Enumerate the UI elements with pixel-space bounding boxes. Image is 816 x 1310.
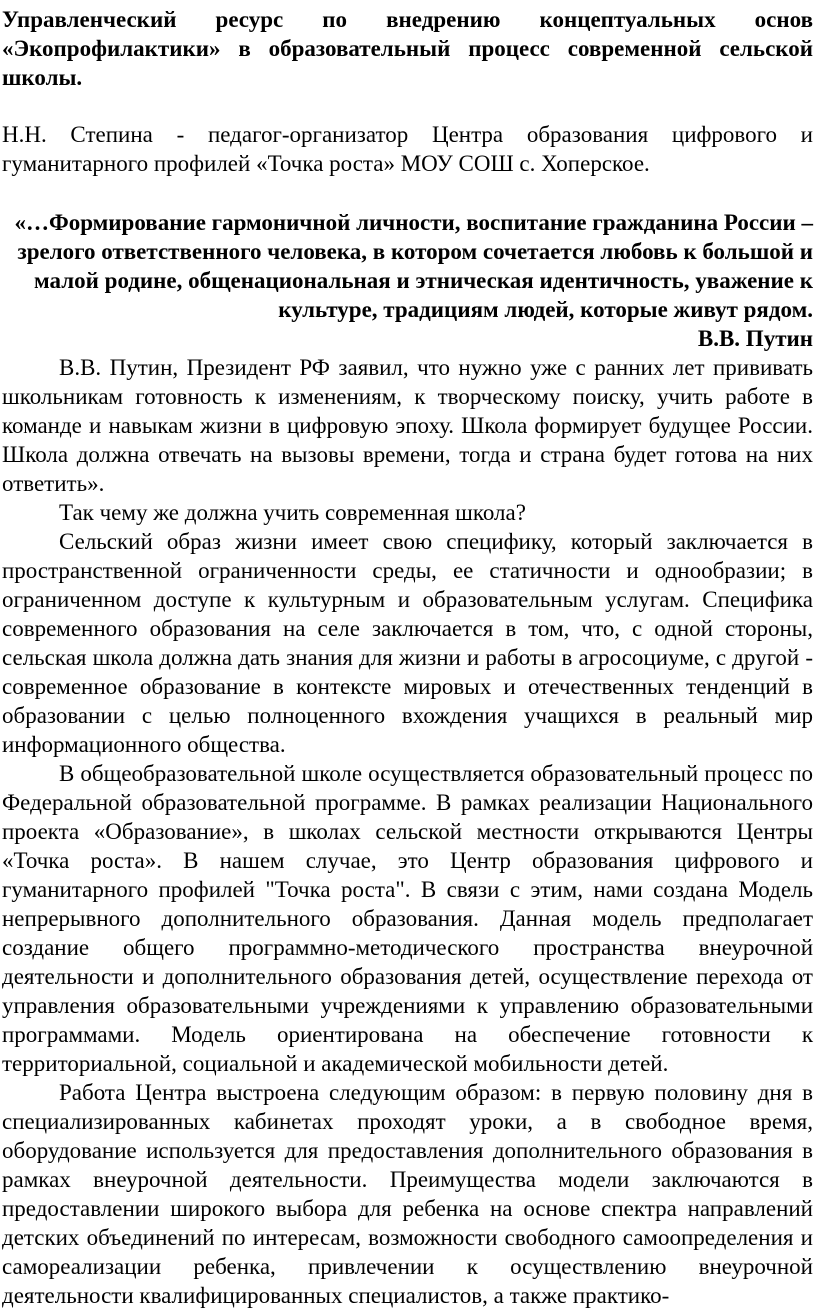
body-paragraph: В.В. Путин, Президент РФ заявил, что нужно уже с ранних лет прививать школьникам готовность к изменениям, к творческому поиску, учить работе в команде и навыкам жизни в цифровую эпоху. Школа формирует будущее России. Школа должна отвечать на вызовы времени, тогда и страна будет готова на них ответить». xyxy=(2,355,813,496)
body-paragraph: Так чему же должна учить современная школа? xyxy=(59,500,526,525)
body-paragraph: Сельский образ жизни имеет свою специфику, который заключается в пространственной ограниченности среды, ее статичности и однообразии; в ограниченном доступе к культурным и образовательным услугам. Специфика современного образования на селе заключается в том, что, с одной стороны, сельская школа должна дать знания для жизни и работы в агросоциуме, с другой - современное образование в контексте мировых и отечественных тенденций в образовании с целью полноценного вхождения учащихся в реальный мир информационного общества. xyxy=(2,529,813,757)
epigraph-author: В.В. Путин xyxy=(697,326,813,351)
epigraph-quote: «…Формирование гармоничной личности, воспитание гражданина России – зрелого ответственного человека, в котором сочетается любовь к большой и малой родине, общенациональная и этническая идентичность, уважение к культуре, традициям людей, которые живут рядом. xyxy=(14,210,813,322)
body-paragraph: Работа Центра выстроена следующим образом: в первую половину дня в специализированных кабинетах проходят уроки, а в свободное время, оборудование используется для предоставления дополнительного образования в рамках внеурочной деятельности. Преимущества модели заключаются в предоставлении широкого выбора для ребенка на основе спектра направлений детских объединений по интересам, возможности свободного самоопределения и самореализации ребенка, привлечении к осуществлению внеурочной деятельности квалифицированных специалистов, а также практико- xyxy=(2,1080,813,1308)
author-line: Н.Н. Степина - педагог-организатор Центра образования цифрового и гуманитарного профилей «Точка роста» МОУ СОШ с. Хоперское. xyxy=(2,122,813,176)
document-title: Управленческий ресурс по внедрению концептуальных основ «Экопрофилактики» в образовательный процесс современной сельской школы. xyxy=(2,7,813,90)
body-paragraph: В общеобразовательной школе осуществляется образовательный процесс по Федеральной образовательной программе. В рамках реализации Национального проекта «Образование», в школах сельской местности открываются Центры «Точка роста». В нашем случае, это Центр образования цифрового и гуманитарного профилей "Точка роста". В связи с этим, нами создана Модель непрерывного дополнительного образования. Данная модель предполагает создание общего программно-методического пространства внеурочной деятельности и дополнительного образования детей, осуществление перехода от управления образовательными учреждениями к управлению образовательными программами. Модель ориентирована на обеспечение готовности к территориальной, социальной и академической мобильности детей. xyxy=(2,761,813,1076)
